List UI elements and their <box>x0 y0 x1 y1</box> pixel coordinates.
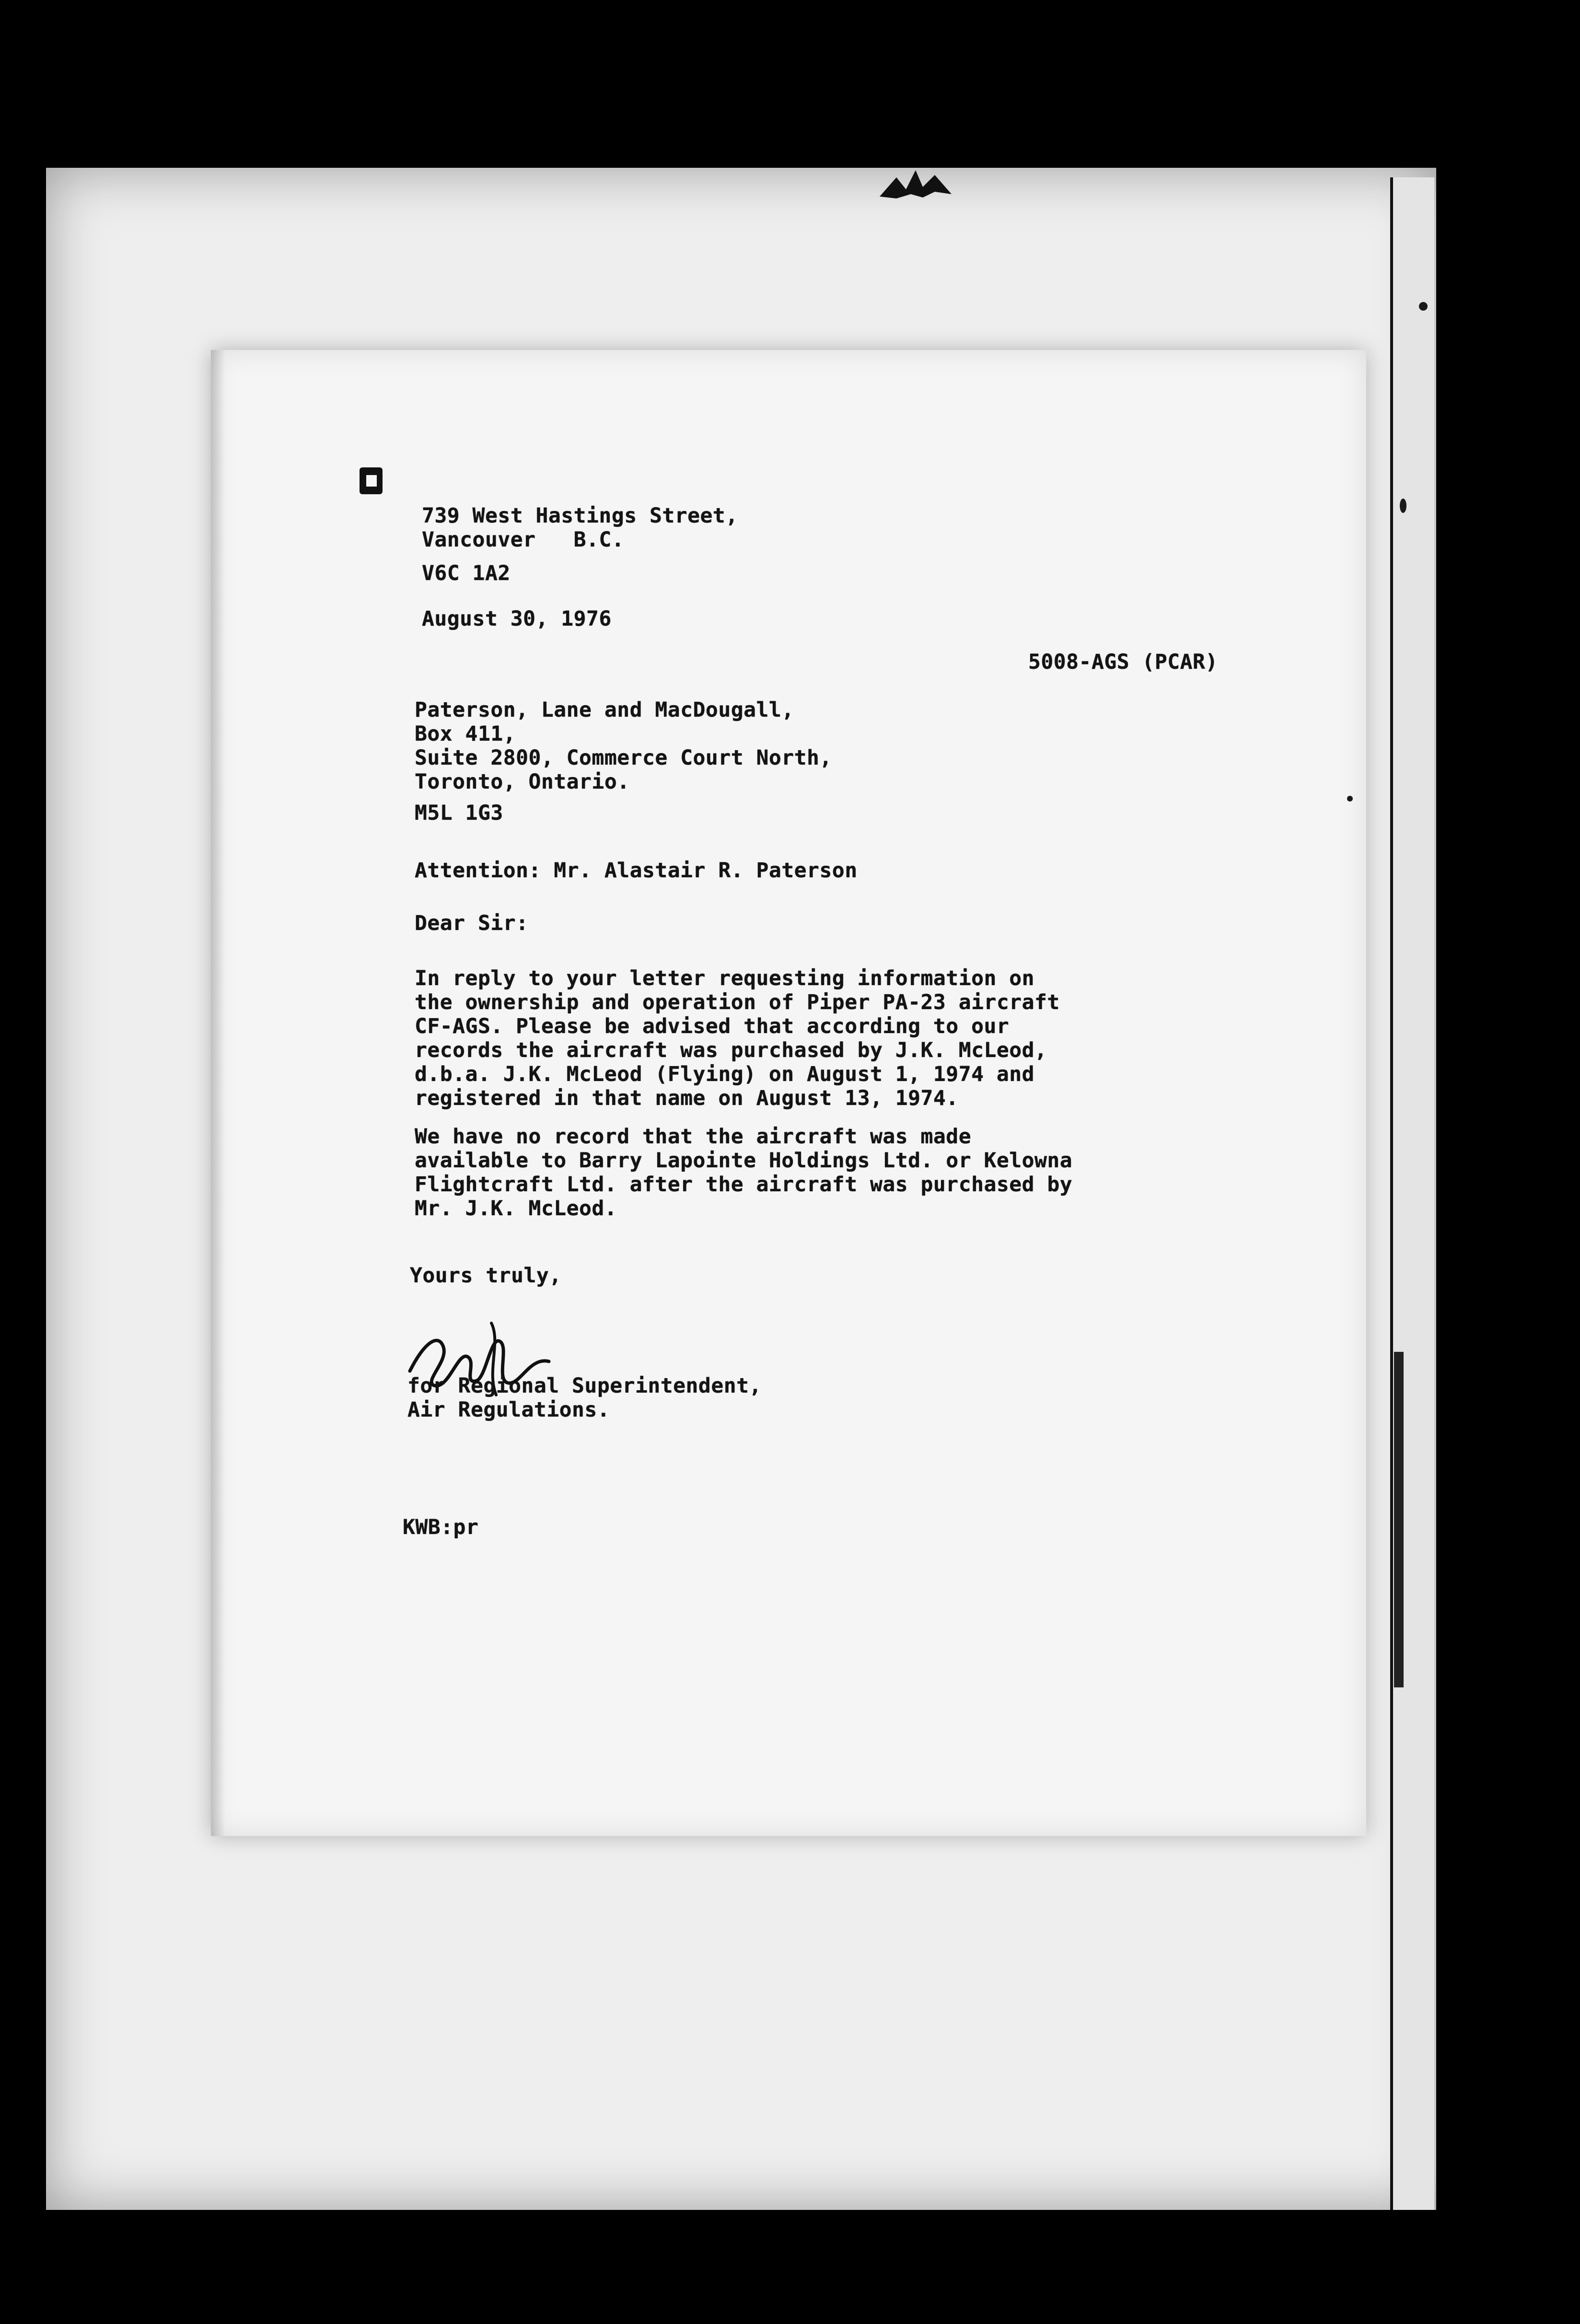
ink-speck <box>1419 302 1428 311</box>
ink-speck <box>1400 499 1406 513</box>
paragraph-1-line: In reply to your letter requesting information on <box>415 966 1035 990</box>
paragraph-2-line: available to Barry Lapointe Holdings Ltd. or Kelowna <box>415 1149 1073 1173</box>
attention-line: Attention: Mr. Alastair R. Paterson <box>415 859 858 883</box>
paragraph-1-line: registered in that name on August 13, 1974. <box>415 1086 959 1110</box>
sender-postal-code: V6C 1A2 <box>422 561 511 585</box>
paragraph-2-line: Flightcraft Ltd. after the aircraft was purchased by <box>415 1173 1073 1197</box>
signatory-line-2: Air Regulations. <box>407 1398 610 1422</box>
paragraph-1-line: records the aircraft was purchased by J.K. McLeod, <box>415 1038 1047 1062</box>
signatory-line-1: for Regional Superintendent, <box>407 1374 762 1398</box>
recipient-suite: Suite 2800, Commerce Court North, <box>415 746 832 770</box>
paragraph-1-line: d.b.a. J.K. McLeod (Flying) on August 1, 1974 and <box>415 1062 1035 1086</box>
closing: Yours truly, <box>410 1264 562 1288</box>
recipient-name: Paterson, Lane and MacDougall, <box>415 698 794 722</box>
recipient-city: Toronto, Ontario. <box>415 770 630 794</box>
ink-speck <box>1347 796 1353 802</box>
salutation: Dear Sir: <box>415 911 529 935</box>
typist-initials: KWB:pr <box>403 1515 479 1539</box>
top-ink-mark-icon <box>877 168 954 201</box>
staple-hole-icon <box>360 467 383 494</box>
recipient-box: Box 411, <box>415 722 516 746</box>
file-reference: 5008-AGS (PCAR) <box>1028 650 1218 674</box>
recipient-postal-code: M5L 1G3 <box>415 801 503 825</box>
paragraph-1-line: CF-AGS. Please be advised that according to our <box>415 1014 1010 1038</box>
page-edge-strip <box>1390 177 1434 2210</box>
sender-city: Vancouver B.C. <box>422 528 625 552</box>
paragraph-2-line: Mr. J.K. McLeod. <box>415 1197 617 1220</box>
paragraph-2-line: We have no record that the aircraft was made <box>415 1125 972 1149</box>
paragraph-1-line: the ownership and operation of Piper PA-23 aircraft <box>415 990 1060 1014</box>
letter-date: August 30, 1976 <box>422 607 612 631</box>
sender-street: 739 West Hastings Street, <box>422 504 738 528</box>
